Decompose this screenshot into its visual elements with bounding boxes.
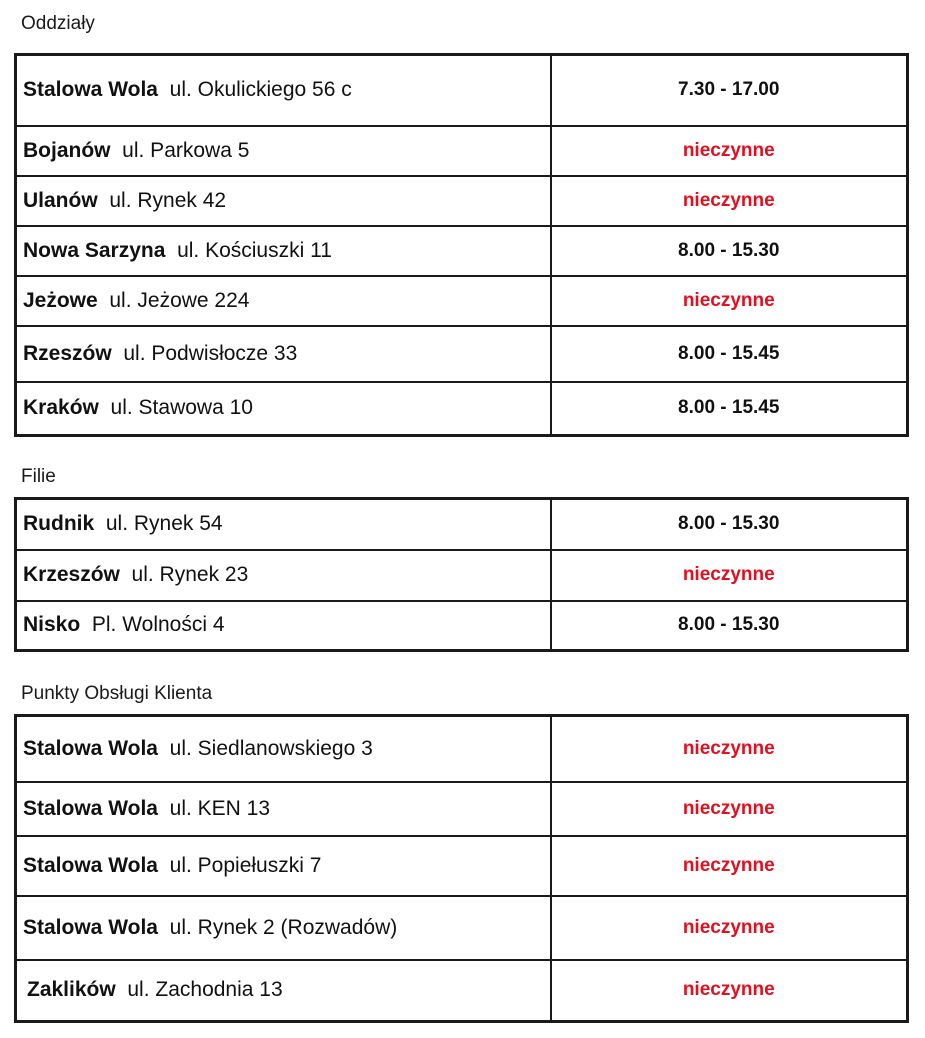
hours-cell: nieczynne: [551, 276, 908, 326]
location-cell: [16, 499, 551, 550]
hours-cell: 8.00 - 15.30: [551, 499, 908, 550]
street-address: ul. Parkowa 5: [122, 138, 250, 162]
city-name: Bojanów: [23, 138, 111, 162]
city-name: Stalowa Wola: [23, 853, 158, 877]
street-address: ul. Podwisłocze 33: [123, 341, 298, 365]
location-cell: [16, 276, 551, 326]
table-filie: [14, 497, 909, 652]
street-address: ul. Rynek 42: [109, 188, 227, 212]
location-cell: [16, 550, 551, 601]
city-name: Stalowa Wola: [23, 736, 158, 760]
street-address: ul. Popiełuszki 7: [169, 853, 322, 877]
location-cell: [16, 326, 551, 382]
city-name: Nowa Sarzyna: [23, 238, 166, 262]
table-row: [16, 550, 908, 601]
hours-cell: nieczynne: [551, 716, 908, 782]
street-address: ul. Rynek 54: [105, 512, 223, 536]
location-cell: [16, 601, 551, 651]
city-name: Krzeszów: [23, 563, 120, 586]
table-row: [16, 601, 908, 651]
hours-cell: nieczynne: [551, 550, 908, 601]
location-cell: [16, 226, 551, 276]
hours-cell: 7.30 - 17.00: [551, 55, 908, 126]
hours-cell: 8.00 - 15.45: [551, 382, 908, 436]
location-cell: [16, 782, 551, 836]
hours-cell: 8.00 - 15.30: [551, 601, 908, 651]
city-name: Jeżowe: [23, 288, 98, 312]
street-address: ul. Siedlanowskiego 3: [169, 736, 373, 760]
table-row: [16, 276, 908, 326]
street-address: ul. Zachodnia 13: [127, 978, 283, 1002]
street-address: ul. Rynek 23: [131, 563, 249, 586]
street-address: ul. Jeżowe 224: [109, 288, 250, 312]
city-name: Stalowa Wola: [23, 78, 158, 102]
table-row: [16, 499, 908, 550]
city-name: Rzeszów: [23, 341, 112, 365]
section-title-filie: Filie: [21, 466, 56, 487]
hours-cell: nieczynne: [551, 836, 908, 896]
table-row: [16, 382, 908, 436]
table-row: [16, 226, 908, 276]
table-row: [16, 896, 908, 960]
location-cell: [16, 896, 551, 960]
street-address: ul. Stawowa 10: [110, 396, 253, 420]
city-name: Stalowa Wola: [23, 915, 158, 939]
city-name: Rudnik: [23, 512, 95, 536]
location-cell: [16, 382, 551, 436]
table-row: [16, 176, 908, 226]
table-row: [16, 836, 908, 896]
table-row: [16, 326, 908, 382]
section-title-oddzialy: Oddziały: [21, 13, 95, 34]
city-name: Nisko: [23, 613, 81, 637]
city-name: Stalowa Wola: [23, 796, 158, 820]
city-name: Kraków: [23, 396, 99, 420]
table-punkty-obslugi-klienta: [14, 714, 909, 1023]
location-cell: [16, 716, 551, 782]
section-title-punkty-obslugi-klienta: Punkty Obsługi Klienta: [21, 683, 213, 704]
hours-cell: 8.00 - 15.30: [551, 226, 908, 276]
hours-cell: 8.00 - 15.45: [551, 326, 908, 382]
street-address: ul. Kościuszki 11: [177, 238, 332, 262]
hours-cell: nieczynne: [551, 960, 908, 1022]
table-oddzialy: [14, 53, 909, 437]
table-row: [16, 55, 908, 126]
table-row: [16, 960, 908, 1022]
location-cell: [16, 176, 551, 226]
table-row: [16, 782, 908, 836]
city-name: Ulanów: [23, 188, 98, 212]
hours-cell: nieczynne: [551, 126, 908, 176]
location-cell: [16, 836, 551, 896]
table-row: [16, 126, 908, 176]
hours-cell: nieczynne: [551, 176, 908, 226]
street-address: ul. Rynek 2 (Rozwadów): [169, 915, 398, 939]
street-address: ul. Okulickiego 56 c: [169, 78, 352, 102]
hours-cell: nieczynne: [551, 896, 908, 960]
location-cell: [16, 55, 551, 126]
street-address: Pl. Wolności 4: [91, 613, 225, 637]
hours-cell: nieczynne: [551, 782, 908, 836]
location-cell: [16, 960, 551, 1022]
city-name: Zaklików: [27, 978, 116, 1002]
table-row: [16, 716, 908, 782]
location-cell: [16, 126, 551, 176]
street-address: ul. KEN 13: [169, 796, 271, 820]
